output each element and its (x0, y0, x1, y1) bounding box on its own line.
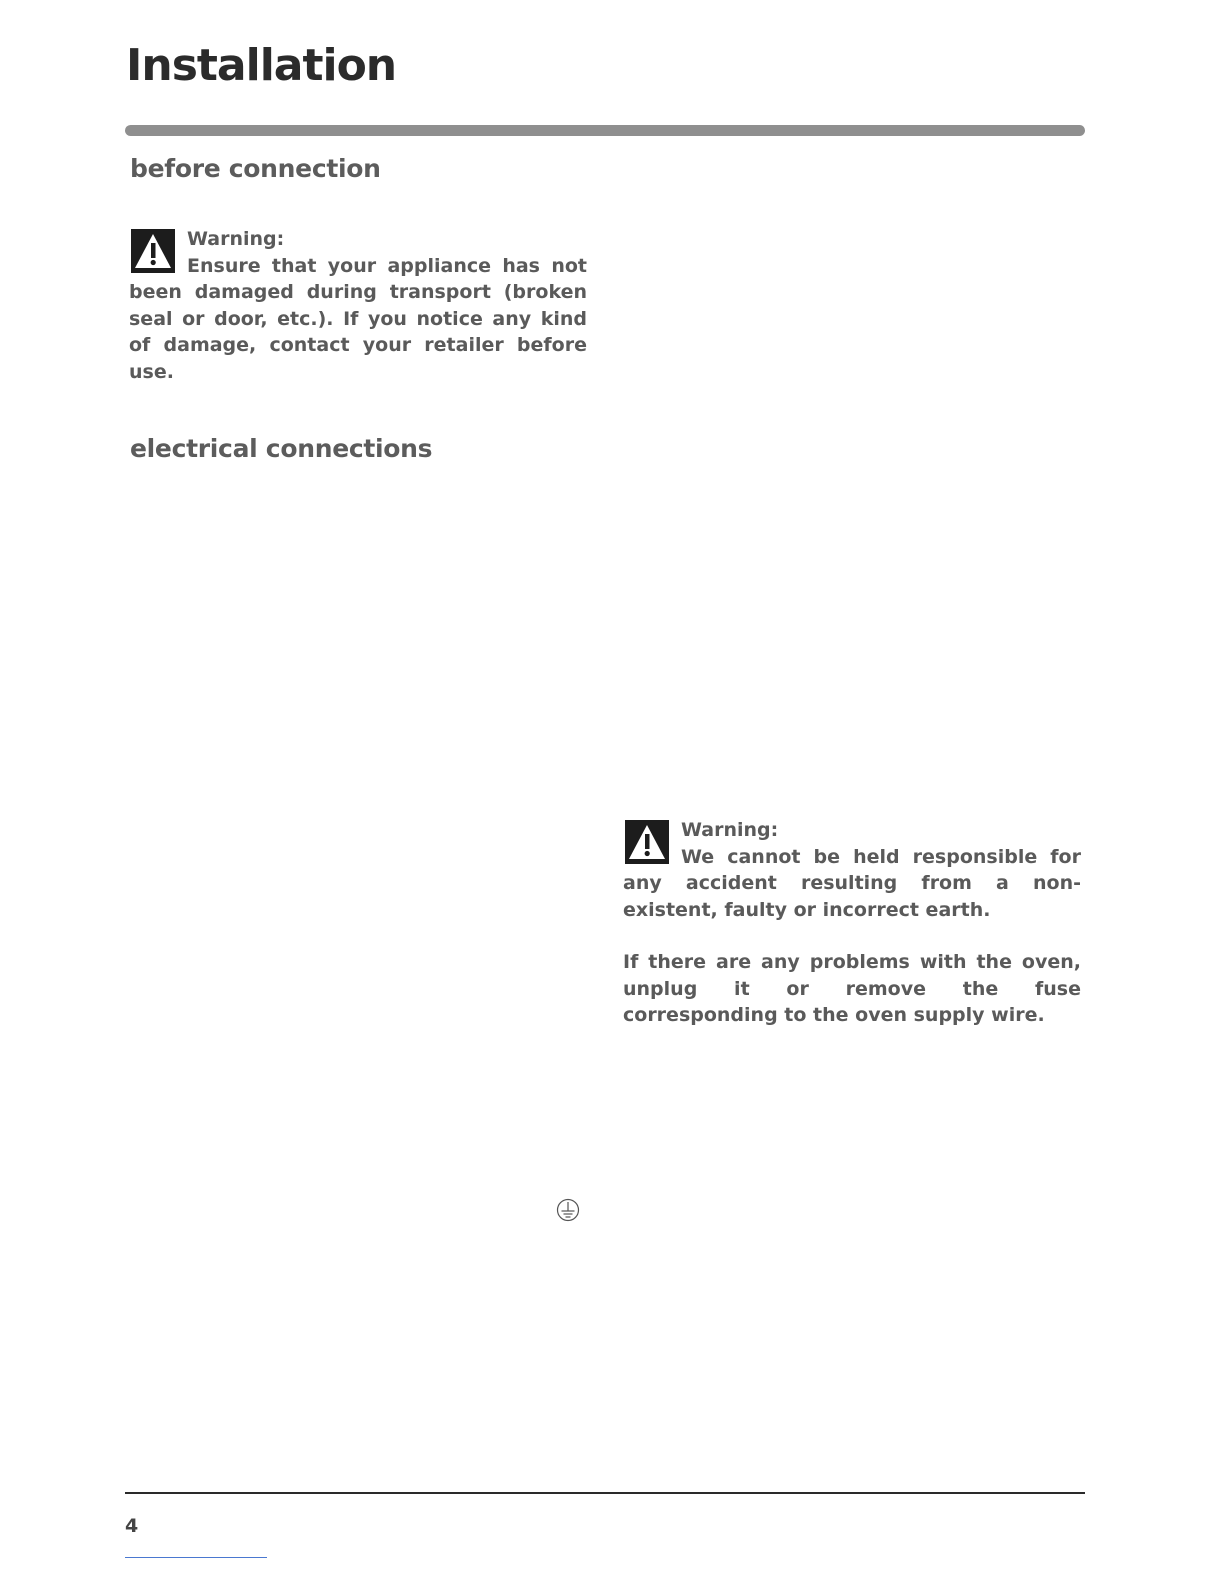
warning-block-earth (623, 817, 1081, 1029)
section-heading-electrical-connections: electrical connections (130, 434, 433, 463)
warning-block-transport (129, 226, 587, 385)
warning-label: Warning: (187, 228, 285, 250)
title-divider (125, 125, 1085, 136)
page-number: 4 (125, 1515, 139, 1537)
warning-triangle-icon (131, 229, 175, 273)
oven-problem-text: If there are any problems with the oven, unplug it or remove the fuse corresponding to the oven supply wire. (623, 951, 1081, 1026)
section-heading-before-connection: before connection (130, 154, 381, 183)
warning-label: Warning: (681, 819, 779, 841)
warning-text: Ensure that your appliance has not been damaged during transport (broken seal or door, etc.). If you notice any kind of damage, contact your retailer before use. (129, 254, 587, 383)
earth-ground-icon (556, 1198, 580, 1222)
warning-text: We cannot be held responsible for any accident resulting from a non-existent, faulty or incorrect earth. (623, 845, 1081, 921)
page-title: Installation (126, 40, 397, 91)
footer-divider (125, 1492, 1085, 1494)
footer-link-underline (125, 1557, 267, 1558)
warning-triangle-icon (625, 820, 669, 864)
